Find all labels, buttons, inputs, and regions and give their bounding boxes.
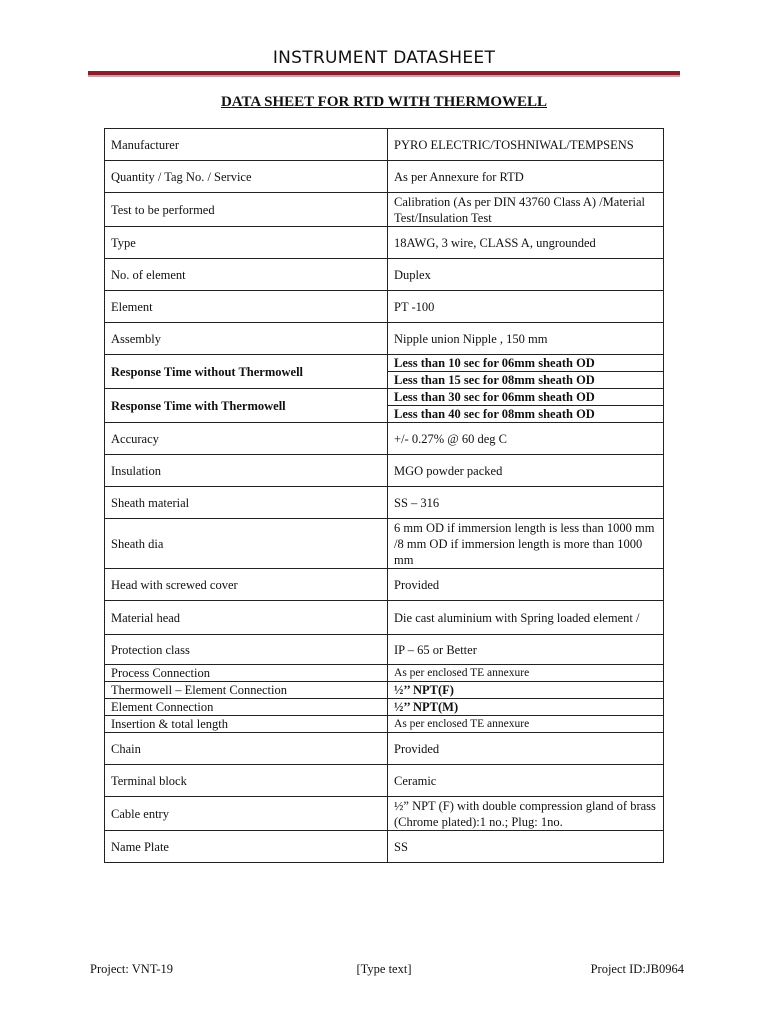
table-row xyxy=(105,797,664,831)
row-value: +/- 0.27% @ 60 deg C xyxy=(388,423,664,455)
row-value: Ceramic xyxy=(388,765,664,797)
row-value: Provided xyxy=(388,733,664,765)
row-value: PYRO ELECTRIC/TOSHNIWAL/TEMPSENS xyxy=(388,129,664,161)
table-row xyxy=(105,355,664,372)
table-row xyxy=(105,487,664,519)
row-value: MGO powder packed xyxy=(388,455,664,487)
row-label: Element Connection xyxy=(105,699,388,716)
row-label: Sheath dia xyxy=(105,519,388,569)
table-row xyxy=(105,831,664,863)
row-value: ½’’ NPT(M) xyxy=(388,699,664,716)
table-row xyxy=(105,291,664,323)
row-label: Response Time without Thermowell xyxy=(105,355,388,389)
row-label: Thermowell – Element Connection xyxy=(105,682,388,699)
table-row xyxy=(105,699,664,716)
row-value: Less than 40 sec for 08mm sheath OD xyxy=(388,406,664,423)
row-label: Insulation xyxy=(105,455,388,487)
row-label: Quantity / Tag No. / Service xyxy=(105,161,388,193)
table-row xyxy=(105,193,664,227)
row-value: As per Annexure for RTD xyxy=(388,161,664,193)
row-label: Terminal block xyxy=(105,765,388,797)
row-label: Name Plate xyxy=(105,831,388,863)
row-value: As per enclosed TE annexure xyxy=(388,716,664,733)
row-value: PT -100 xyxy=(388,291,664,323)
table-row xyxy=(105,716,664,733)
spec-table xyxy=(104,128,664,863)
row-value: Less than 10 sec for 06mm sheath OD xyxy=(388,355,664,372)
row-label: Chain xyxy=(105,733,388,765)
row-label: Accuracy xyxy=(105,423,388,455)
header-title: INSTRUMENT DATASHEET xyxy=(272,48,496,68)
table-row xyxy=(105,161,664,193)
row-value: Calibration (As per DIN 43760 Class A) /Material Test/Insulation Test xyxy=(388,193,664,227)
row-label: Type xyxy=(105,227,388,259)
table-row xyxy=(105,765,664,797)
row-label: Cable entry xyxy=(105,797,388,831)
document-title: DATA SHEET FOR RTD WITH THERMOWELL xyxy=(220,94,548,110)
row-value: As per enclosed TE annexure xyxy=(388,665,664,682)
row-value: 18AWG, 3 wire, CLASS A, ungrounded xyxy=(388,227,664,259)
table-row xyxy=(105,455,664,487)
footer-project: Project: VNT-19 xyxy=(90,962,173,976)
row-label: Material head xyxy=(105,601,388,635)
footer-placeholder: [Type text] xyxy=(356,962,412,976)
table-row xyxy=(105,635,664,665)
row-label: No. of element xyxy=(105,259,388,291)
table-row xyxy=(105,227,664,259)
header-rule xyxy=(88,71,680,75)
row-value: Duplex xyxy=(388,259,664,291)
row-label: Sheath material xyxy=(105,487,388,519)
row-label: Response Time with Thermowell xyxy=(105,389,388,423)
table-row xyxy=(105,682,664,699)
table-row xyxy=(105,129,664,161)
row-value: Provided xyxy=(388,569,664,601)
table-row xyxy=(105,733,664,765)
row-label: Test to be performed xyxy=(105,193,388,227)
table-row xyxy=(105,569,664,601)
row-value: ½’’ NPT(F) xyxy=(388,682,664,699)
row-label: Manufacturer xyxy=(105,129,388,161)
row-value: 6 mm OD if immersion length is less than 1000 mm /8 mm OD if immersion length is more than 1000 mm xyxy=(388,519,664,569)
row-value: SS xyxy=(388,831,664,863)
row-value: ½” NPT (F) with double compression gland of brass (Chrome plated):1 no.; Plug: 1no. xyxy=(388,797,664,831)
table-row xyxy=(105,519,664,569)
row-value: Less than 15 sec for 08mm sheath OD xyxy=(388,372,664,389)
table-row xyxy=(105,665,664,682)
table-row xyxy=(105,259,664,291)
row-value: SS – 316 xyxy=(388,487,664,519)
footer-project-id: Project ID:JB0964 xyxy=(590,962,684,976)
row-label: Element xyxy=(105,291,388,323)
table-row xyxy=(105,601,664,635)
row-label: Assembly xyxy=(105,323,388,355)
row-value: Less than 30 sec for 06mm sheath OD xyxy=(388,389,664,406)
row-label: Protection class xyxy=(105,635,388,665)
row-label: Insertion & total length xyxy=(105,716,388,733)
table-row xyxy=(105,389,664,406)
row-label: Process Connection xyxy=(105,665,388,682)
row-value: Nipple union Nipple , 150 mm xyxy=(388,323,664,355)
row-value: Die cast aluminium with Spring loaded element / xyxy=(388,601,664,635)
table-row xyxy=(105,323,664,355)
row-value: IP – 65 or Better xyxy=(388,635,664,665)
table-row xyxy=(105,423,664,455)
row-label: Head with screwed cover xyxy=(105,569,388,601)
